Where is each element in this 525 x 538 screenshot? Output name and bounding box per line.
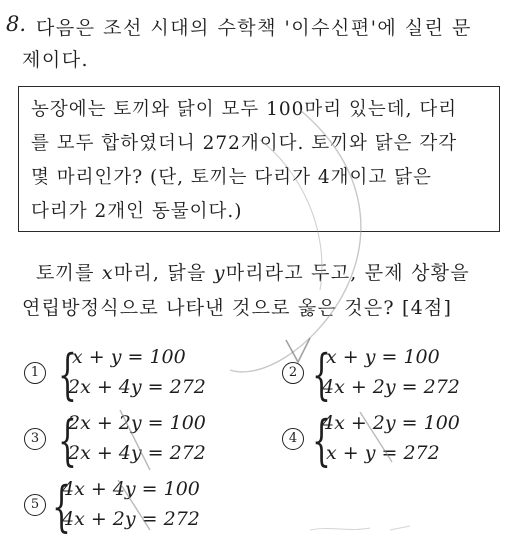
prompt-text-c: 마리라고 두고, 문제 상황을 (225, 262, 470, 284)
variable-y: y (213, 262, 226, 284)
choice-3-eq1: 2x + 2y = 100 (68, 412, 206, 434)
choice-4-eq1: 4x + 2y = 100 (322, 412, 460, 434)
problem-line2: 를 모두 합하였더니 272개이다. 토끼와 닭은 각각 (31, 133, 458, 154)
choice-mark-4: 4 (282, 428, 304, 450)
prompt-text-b: 마리, 닭을 (113, 262, 214, 284)
choice-5-eq2: 4x + 2y = 272 (62, 508, 200, 530)
brace-2: { (312, 343, 331, 406)
choice-mark-3: 3 (24, 428, 46, 450)
choice-3-eq2: 2x + 4y = 272 (68, 442, 206, 464)
choice-1-eq2: 2x + 4y = 272 (68, 376, 206, 398)
brace-5: { (52, 475, 71, 538)
pencil-check-mark (286, 338, 310, 362)
prompt-line1 (36, 258, 470, 285)
problem-box (18, 86, 500, 232)
prompt-text-a: 토끼를 (36, 262, 102, 284)
choice-mark-1: 1 (24, 362, 46, 384)
choice-mark-2: 2 (282, 362, 304, 384)
choice-1-eq1: x + y = 100 (72, 346, 186, 368)
brace-4: { (312, 409, 331, 472)
question-number: 8. (6, 12, 27, 36)
choice-mark-5: 5 (24, 494, 46, 516)
choice-5-eq1: 4x + 4y = 100 (62, 478, 200, 500)
brace-3: { (58, 409, 77, 472)
problem-line3: 몇 마리인가? (단, 토끼는 다리가 4개이고 닭은 (31, 167, 432, 188)
variable-x: x (101, 262, 114, 284)
pencil-scribble-bottom (310, 526, 410, 530)
choice-2-eq1: x + y = 100 (326, 346, 440, 368)
choice-2-eq2: 4x + 2y = 272 (322, 376, 460, 398)
question-text-line1: 다음은 조선 시대의 수학책 '이수신편'에 실린 문 (36, 17, 472, 39)
problem-line1: 농장에는 토끼와 닭이 모두 100마리 있는데, 다리 (31, 99, 458, 120)
question-text-line2: 제이다. (22, 49, 90, 71)
prompt-line2: 연립방정식으로 나타낸 것으로 옳은 것은? [4점] (22, 297, 453, 319)
problem-line4: 다리가 2개인 동물이다.) (31, 201, 243, 222)
choice-4-eq2: x + y = 272 (326, 442, 440, 464)
brace-1: { (58, 343, 77, 406)
